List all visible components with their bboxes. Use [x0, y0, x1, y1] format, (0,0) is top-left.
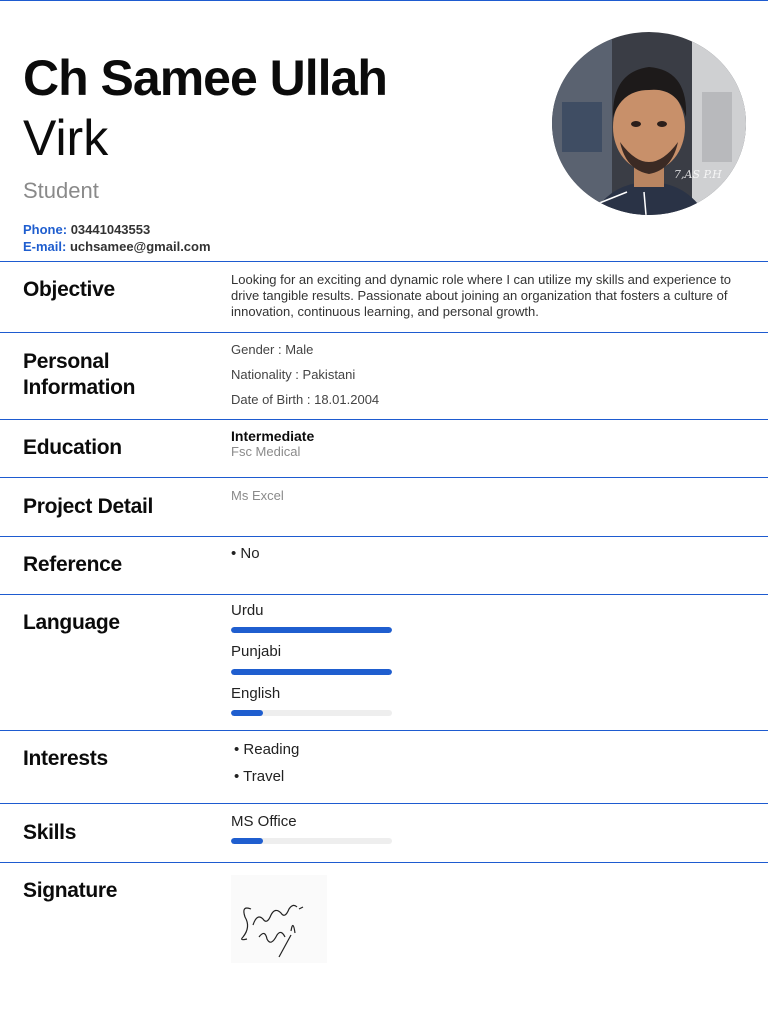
language-list	[231, 595, 746, 731]
job-title: Student	[23, 178, 99, 203]
objective-title: Objective	[23, 278, 115, 301]
phone-value: 03441043553	[70, 222, 151, 237]
skill-name: MS Office	[231, 813, 297, 830]
section-signature	[0, 862, 768, 993]
section-language	[0, 594, 768, 731]
personal-title-line1: Personal	[23, 350, 110, 373]
education-title: Education	[23, 436, 122, 459]
section-project-detail	[0, 477, 768, 537]
email-label: E-mail:	[23, 239, 67, 254]
project-item: Ms Excel	[231, 488, 284, 503]
interests-list	[231, 731, 746, 804]
email-line	[23, 239, 211, 254]
section-reference	[0, 536, 768, 595]
personal-title-line2: Information	[23, 376, 136, 399]
education-degree: Intermediate	[231, 428, 315, 444]
signature-image	[231, 875, 327, 963]
language-level-fill	[231, 627, 392, 633]
skills-title: Skills	[23, 821, 77, 844]
phone-label: Phone:	[23, 222, 68, 237]
project-detail-title: Project Detail	[23, 495, 154, 518]
date-of-birth-field: Date of Birth : 18.01.2004	[231, 392, 380, 407]
interests-title: Interests	[23, 747, 108, 770]
language-name: Urdu	[231, 602, 264, 619]
section-personal-information	[0, 332, 768, 420]
section-skills	[0, 803, 768, 863]
language-level-bar	[231, 669, 392, 675]
resume-header	[0, 0, 768, 261]
gender-field: Gender : Male	[231, 342, 314, 357]
svg-text:7,AS P.H: 7,AS P.H	[674, 168, 722, 181]
objective-text: Looking for an exciting and dynamic role where I can utilize my skills and experience to drive tangible results. Passionate about joining an organization that fosters a culture of innovation, continuous learning, and personal growth.	[231, 272, 732, 319]
personal-information-title	[23, 349, 135, 401]
nationality-field: Nationality : Pakistani	[231, 367, 356, 382]
skills-list	[231, 804, 746, 863]
signature-title: Signature	[23, 879, 118, 902]
profile-photo	[552, 32, 746, 215]
language-name: English	[231, 685, 281, 702]
language-title: Language	[23, 611, 120, 634]
phone-line	[23, 222, 150, 237]
education-entry	[231, 428, 746, 459]
language-level-fill	[231, 710, 263, 716]
reference-title: Reference	[23, 553, 122, 576]
name-second-line: Virk	[23, 110, 109, 166]
language-level-fill	[231, 669, 392, 675]
name-first-line: Ch Samee Ullah	[23, 50, 387, 106]
language-name: Punjabi	[231, 643, 282, 660]
skill-level-fill	[231, 838, 263, 844]
language-level-bar	[231, 627, 392, 633]
section-education	[0, 419, 768, 478]
section-objective	[0, 261, 768, 333]
reference-item: • No	[231, 545, 260, 562]
language-level-bar	[231, 710, 392, 716]
education-field: Fsc Medical	[231, 444, 301, 459]
email-value: uchsamee@gmail.com	[69, 239, 211, 254]
skill-level-bar	[231, 838, 392, 844]
interest-item: • Reading	[234, 741, 300, 758]
section-interests	[0, 730, 768, 804]
interest-item: • Travel	[234, 768, 285, 785]
